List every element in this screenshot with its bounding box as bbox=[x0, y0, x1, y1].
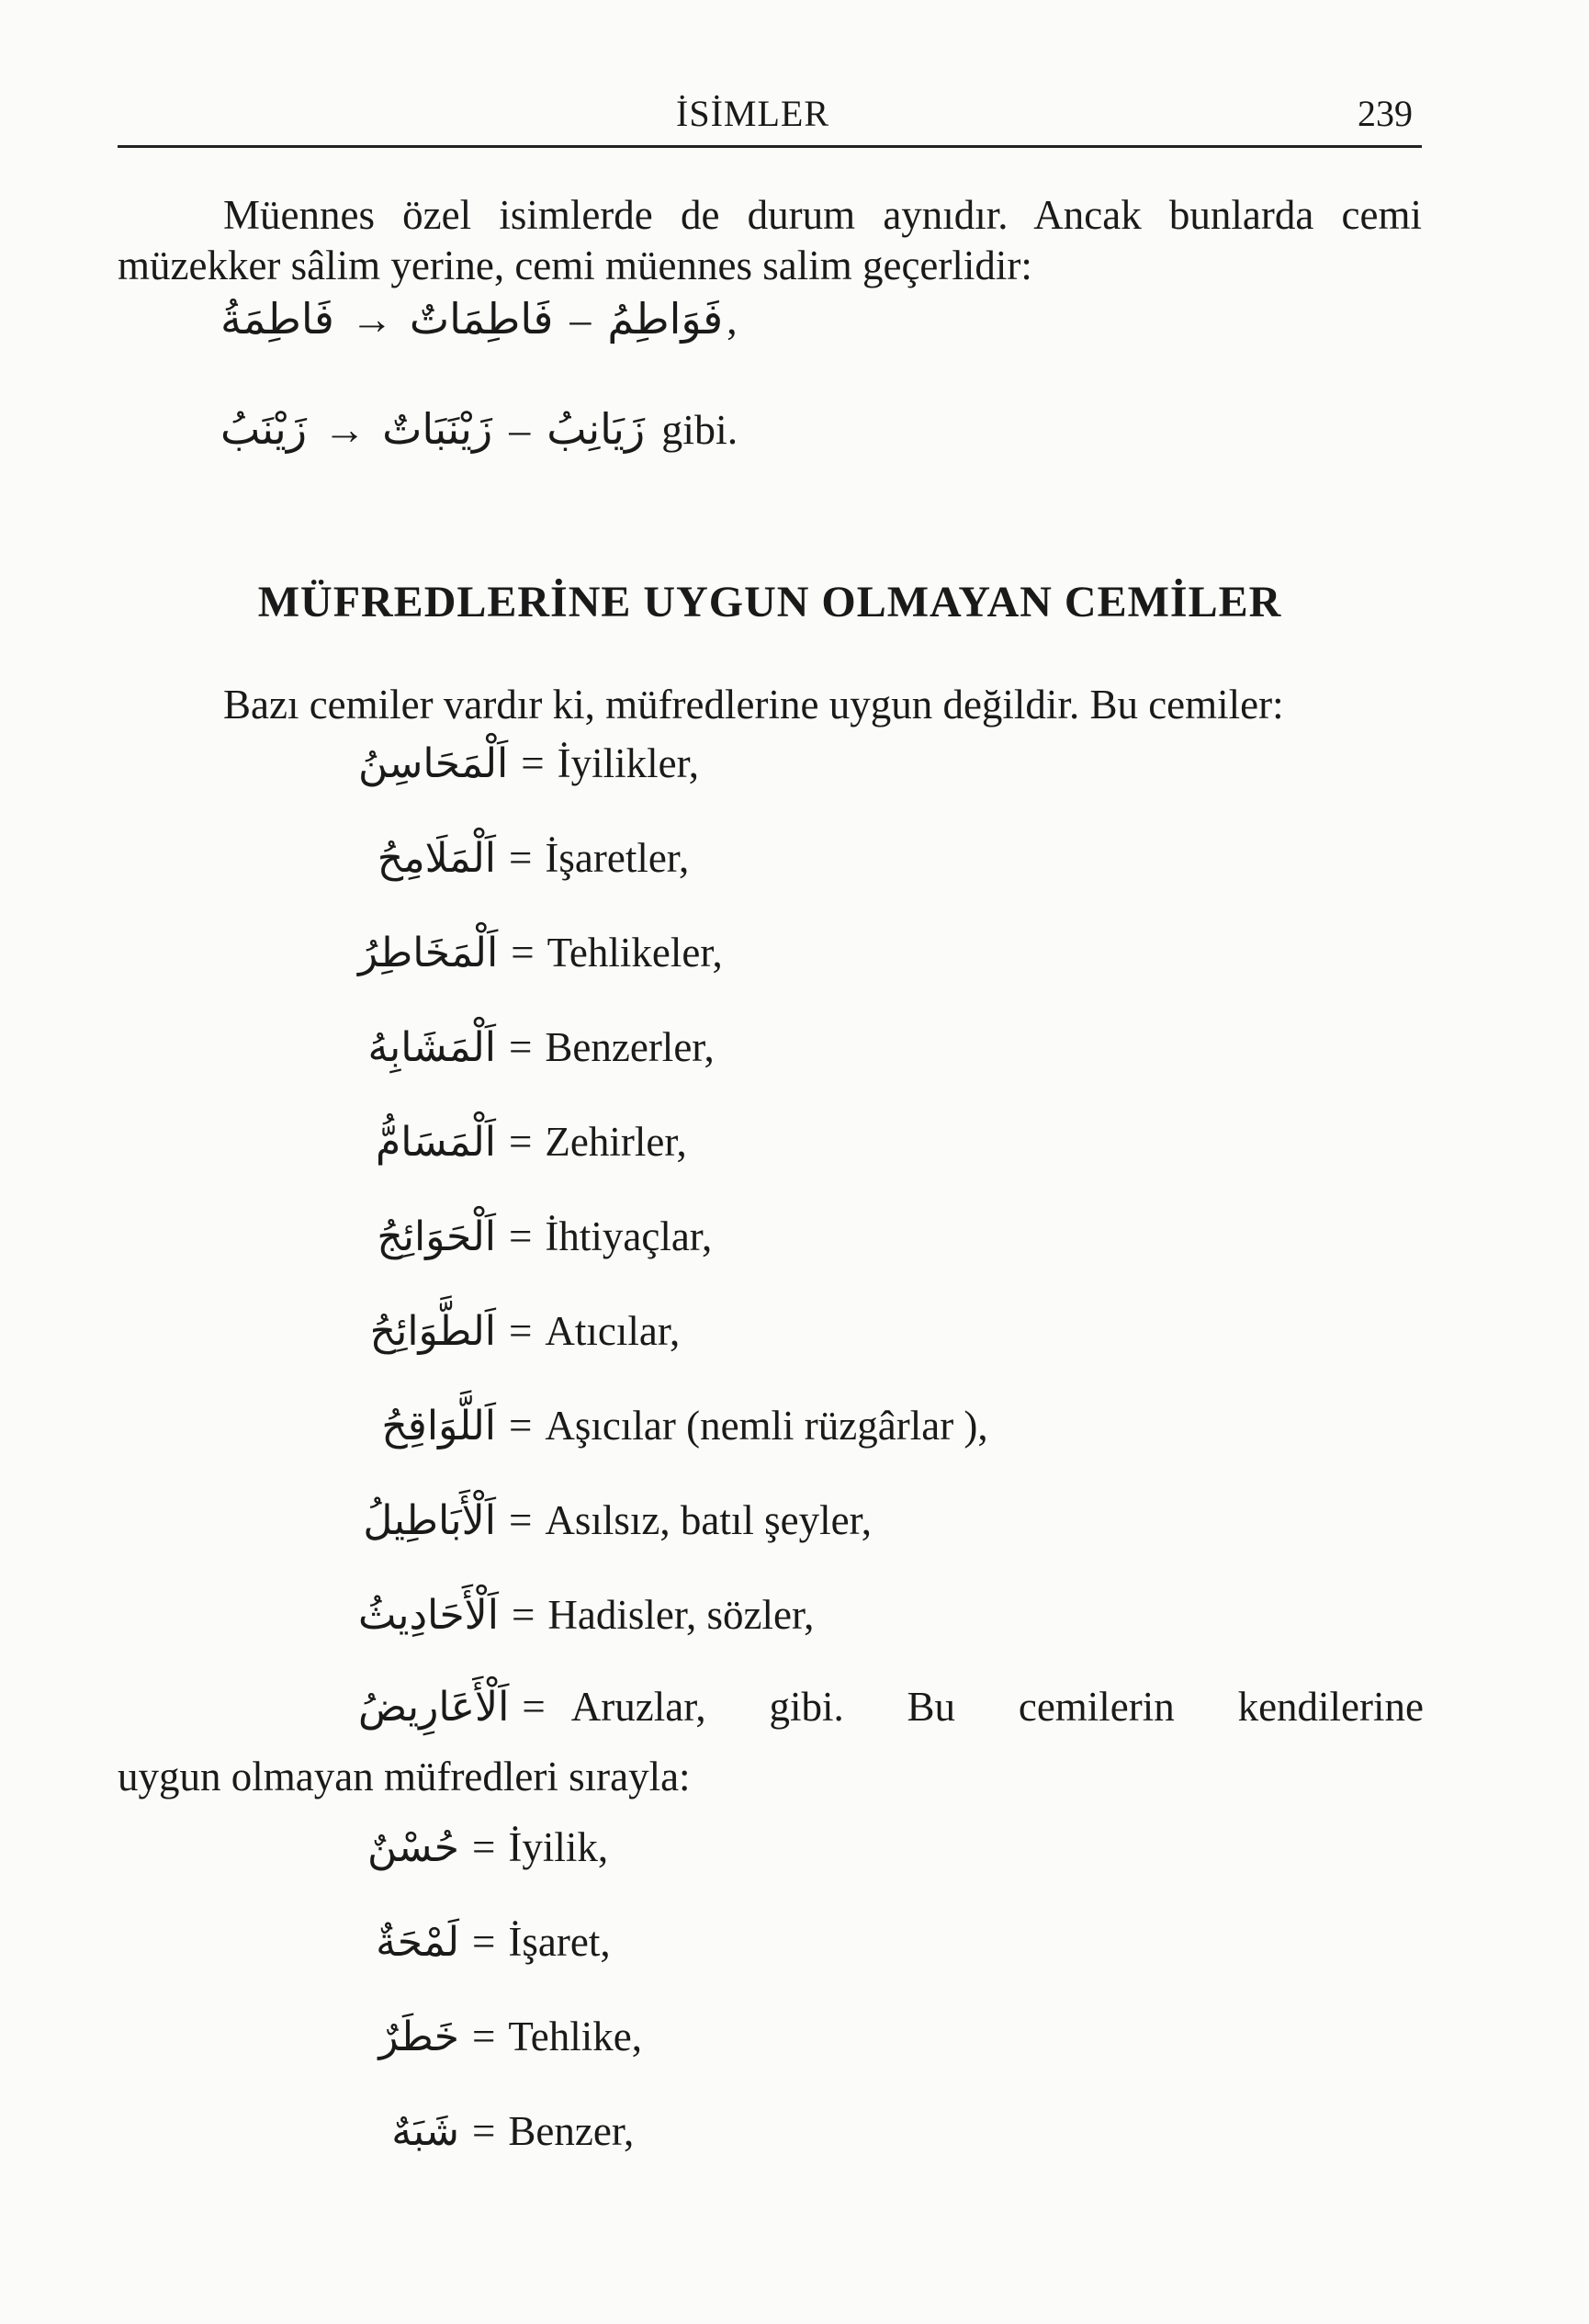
example-word: فَاطِمَةُ bbox=[220, 294, 334, 344]
equals-sign: = bbox=[509, 1308, 533, 1354]
running-title: İSİMLER bbox=[676, 93, 829, 134]
example-suffix: , bbox=[727, 295, 738, 343]
page-header bbox=[118, 92, 1422, 148]
equals-sign: = bbox=[509, 1119, 533, 1165]
example-plural-broken: زَيَانِبُ bbox=[547, 404, 646, 454]
list-item bbox=[358, 1591, 814, 1639]
arabic-singular: حُسْنٌ bbox=[367, 1823, 459, 1871]
page-number: 239 bbox=[1358, 93, 1413, 134]
equals-sign: = bbox=[509, 1213, 533, 1259]
example-suffix: gibi. bbox=[661, 405, 738, 453]
list-item bbox=[358, 2013, 642, 2060]
arabic-plural: اَللَّوَاقِحُ bbox=[381, 1402, 496, 1450]
arabic-singular: شَبَهٌ bbox=[391, 2107, 459, 2155]
example-line-zeynep bbox=[220, 404, 738, 454]
equals-sign: = bbox=[472, 1824, 496, 1870]
meaning: İşaret, bbox=[508, 1919, 611, 1965]
arabic-plural: اَلْمَسَامُّ bbox=[376, 1118, 496, 1166]
list-item bbox=[358, 2107, 634, 2155]
equals-sign: = bbox=[522, 1684, 546, 1730]
equals-sign: = bbox=[511, 1592, 535, 1638]
dash: – bbox=[509, 405, 531, 453]
arabic-singular: لَمْحَةٌ bbox=[376, 1918, 459, 1966]
equals-sign: = bbox=[509, 835, 533, 881]
intro-paragraph: Müennes özel isimlerde de durum aynıdır. Ancak bunlarda cemi müzekker sâlim yerine, cemi müennes salim geçerlidir: bbox=[118, 192, 1422, 288]
equals-sign: = bbox=[509, 1024, 533, 1070]
arabic-plural: اَلْأَحَادِيثُ bbox=[358, 1591, 499, 1639]
meaning: Asılsız, batıl şeyler, bbox=[545, 1497, 873, 1543]
meaning: Tehlikeler, bbox=[547, 930, 723, 976]
equals-sign: = bbox=[472, 2014, 496, 2059]
arabic-plural: اَلْمَحَاسِنُ bbox=[358, 739, 509, 787]
list-item bbox=[358, 834, 689, 882]
arabic-plural: اَلْأَبَاطِيلُ bbox=[363, 1496, 496, 1544]
section-intro: Bazı cemiler vardır ki, müfredlerine uygun değildir. Bu cemiler: bbox=[223, 682, 1284, 728]
arrow: → bbox=[323, 405, 366, 453]
meaning: Hadisler, sözler, bbox=[547, 1592, 815, 1638]
arabic-plural: اَلطَّوَائِحُ bbox=[369, 1307, 496, 1355]
list-item bbox=[358, 1213, 712, 1260]
list-item bbox=[358, 739, 699, 787]
meaning: Aşıcılar (nemli rüzgârlar ), bbox=[545, 1403, 988, 1449]
list-item bbox=[358, 1823, 608, 1871]
meaning: İyilik, bbox=[508, 1824, 609, 1870]
aruz-text: Aruzlar, gibi. Bu cemilerin kendilerine bbox=[570, 1684, 1424, 1730]
arabic-singular: خَطَرٌ bbox=[378, 2013, 459, 2060]
equals-sign: = bbox=[521, 740, 545, 786]
arabic-plural: اَلْمَشَابِهُ bbox=[367, 1023, 496, 1071]
list-item bbox=[358, 1918, 611, 1966]
list-item bbox=[358, 1023, 715, 1071]
aruz-continuation: uygun olmayan müfredleri sırayla: bbox=[118, 1754, 691, 1799]
example-word: زَيْنَبُ bbox=[220, 404, 308, 454]
list-item bbox=[358, 1402, 988, 1450]
list-item bbox=[358, 929, 723, 976]
arabic-plural: اَلْمَخَاطِرُ bbox=[358, 929, 499, 976]
example-plural-broken: فَوَاطِمُ bbox=[607, 294, 724, 344]
example-plural-sound: فَاطِمَاتٌ bbox=[409, 294, 554, 344]
equals-sign: = bbox=[511, 930, 535, 976]
list-item bbox=[358, 1307, 680, 1355]
meaning: Benzer, bbox=[508, 2108, 635, 2154]
arrow: → bbox=[350, 295, 393, 343]
list-item bbox=[358, 1496, 872, 1544]
meaning: Tehlike, bbox=[508, 2014, 642, 2059]
example-line-fatima bbox=[220, 294, 738, 344]
meaning: İyilikler, bbox=[557, 740, 700, 786]
section-heading: MÜFREDLERİNE UYGUN OLMAYAN CEMİLER bbox=[257, 578, 1282, 626]
equals-sign: = bbox=[472, 2108, 496, 2154]
equals-sign: = bbox=[509, 1403, 533, 1449]
arabic-plural: اَلْحَوَائِجُ bbox=[377, 1213, 496, 1260]
meaning: İşaretler, bbox=[545, 835, 690, 881]
meaning: Zehirler, bbox=[545, 1119, 687, 1165]
arabic-plural: اَلْمَلَامِحُ bbox=[377, 834, 496, 882]
list-item bbox=[358, 1118, 687, 1166]
aruz-line bbox=[358, 1683, 1424, 1731]
arabic-plural: اَلْأَعَارِيضُ bbox=[358, 1683, 510, 1731]
example-plural-sound: زَيْنَبَاتٌ bbox=[382, 404, 493, 454]
dash: – bbox=[569, 295, 592, 343]
meaning: Benzerler, bbox=[545, 1024, 715, 1070]
equals-sign: = bbox=[472, 1919, 496, 1965]
meaning: İhtiyaçlar, bbox=[545, 1213, 713, 1259]
meaning: Atıcılar, bbox=[545, 1308, 681, 1354]
equals-sign: = bbox=[509, 1497, 533, 1543]
